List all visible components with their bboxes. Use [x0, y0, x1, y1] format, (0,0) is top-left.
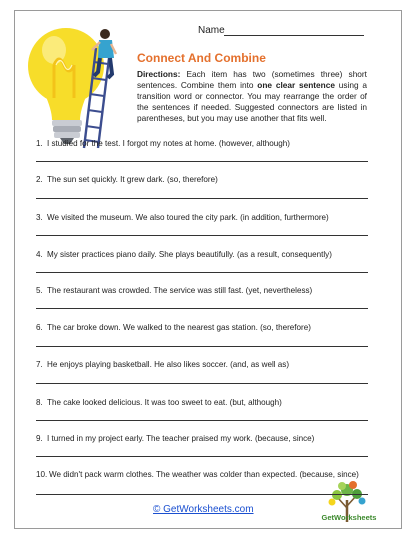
exercise-item-6 — [36, 323, 368, 334]
name-label: Name — [198, 25, 225, 36]
answer-line-2[interactable] — [36, 198, 368, 199]
answer-line-9[interactable] — [36, 456, 368, 457]
directions-label: Directions: — [137, 69, 181, 79]
item-number: 9. — [36, 434, 43, 443]
item-text: We didn't pack warm clothes. The weather was colder than expected. (because, since) — [49, 470, 359, 479]
exercise-item-4 — [36, 250, 368, 261]
directions-bold-phrase: one clear sentence — [257, 79, 335, 90]
exercise-item-8 — [36, 398, 368, 409]
item-number: 3. — [36, 213, 43, 222]
item-text: I studied for the test. I forgot my notes at home. (however, although) — [47, 139, 290, 148]
item-text: We visited the museum. We also toured the city park. (in addition, furthermore) — [47, 213, 329, 222]
item-text: The restaurant was crowded. The service was still fast. (yet, nevertheless) — [47, 286, 313, 295]
item-text: The cake looked delicious. It was too sweet to eat. (but, although) — [47, 398, 282, 407]
answer-line-6[interactable] — [36, 346, 368, 347]
logo-wordmark: GetWorksheets — [321, 513, 377, 522]
directions-part-1: Each item has two (sometimes three) short sentences. Combine them into — [137, 69, 367, 90]
item-number: 6. — [36, 323, 43, 332]
directions-part-2: using a transition word or connector. You may rearrange the order of the sentences if needed. Suggested connectors are listed in parentheses, but you may use another that fits well. — [137, 79, 367, 123]
exercise-item-3 — [36, 213, 368, 224]
answer-line-3[interactable] — [36, 235, 368, 236]
exercise-item-2 — [36, 175, 368, 186]
answer-line-5[interactable] — [36, 308, 368, 309]
item-number: 7. — [36, 360, 43, 369]
exercise-item-10 — [36, 470, 368, 481]
answer-line-4[interactable] — [36, 272, 368, 273]
item-text: The car broke down. We walked to the nearest gas station. (so, therefore) — [47, 323, 311, 332]
worksheet-title: Connect And Combine — [137, 51, 266, 65]
item-text: He enjoys playing basketball. He also likes soccer. (and, as well as) — [47, 360, 290, 369]
item-text: My sister practices piano daily. She plays beautifully. (as a result, consequently) — [47, 250, 332, 259]
item-number: 1. — [36, 139, 43, 148]
item-number: 4. — [36, 250, 43, 259]
directions-text — [137, 69, 367, 124]
item-number: 5. — [36, 286, 43, 295]
exercise-item-1 — [36, 139, 368, 150]
item-number: 8. — [36, 398, 43, 407]
item-text: The sun set quickly. It grew dark. (so, therefore) — [47, 175, 218, 184]
answer-line-7[interactable] — [36, 383, 368, 384]
exercise-item-5 — [36, 286, 368, 297]
answer-line-8[interactable] — [36, 420, 368, 421]
getworksheets-link[interactable]: © GetWorksheets.com — [153, 504, 254, 515]
exercise-item-9 — [36, 434, 368, 445]
answer-line-10[interactable] — [36, 494, 368, 495]
item-text: I turned in my project early. The teacher praised my work. (because, since) — [47, 434, 315, 443]
lightbulb-ladder-illustration — [26, 20, 132, 150]
answer-line-1[interactable] — [36, 161, 368, 162]
exercise-item-7 — [36, 360, 368, 371]
item-number: 2. — [36, 175, 43, 184]
name-line — [224, 35, 364, 36]
item-number: 10. — [36, 470, 48, 479]
